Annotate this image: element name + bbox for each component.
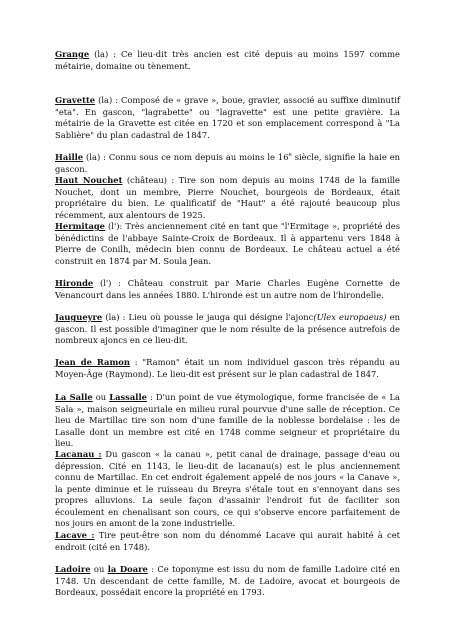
entry-text: (château) : Tire son nom depuis au moins 1748 de la famille Nouchet, dont un membre, Pierre Nouchet, bourgeois de Bordeaux, était propriétaire du bien. Le qualificatif de "Haut" a été rajouté beaucoup plus récemment, aux alentours de 1925. <box>55 175 400 220</box>
entry-grange <box>55 49 400 72</box>
entry-connector: ou <box>90 564 108 574</box>
entry-text: : "Ramon" était un nom individuel gascon très répandu au Moyen-Âge (Raymond). Le lieu-dit est présent sur le plan cadastral de 1847. <box>55 357 400 379</box>
entry-lacave <box>55 530 400 553</box>
entry-term: Lacave : <box>55 530 95 540</box>
entry-term: Lacanau : <box>55 449 102 459</box>
entry-term: Gravette <box>55 95 96 105</box>
entry-la-salle <box>55 392 400 450</box>
entry-term: Jaugueyre <box>55 312 103 322</box>
entry-term: Ladoire <box>55 564 91 574</box>
entry-text: (la) : Lieu où pousse le jauga qui désigne l'ajonc <box>102 312 314 322</box>
entry-connector: ou <box>92 392 110 402</box>
entry-term-alt: la Doare <box>107 564 148 574</box>
entry-term: Hermitage <box>55 221 105 231</box>
entry-haut-nouchet <box>55 175 400 221</box>
entry-lacanau <box>55 449 400 530</box>
entry-text: Du gascon « la canau », petit canal de drainage, passage d'eau ou dépression. Cité en 1143, le lieu-dit de lacanau(s) est le plus anciennement connu de Martillac. En cet endroit également appelé de nos jours « la Canave », la pente diminue et le ruisseau du Breyra s'étale tout en s'ennoyant dans ses propres alluvions. La seule façon d'assainir l'endroit fut de faciliter son écoulement en chenalisant son cours, ce qui s'observe encore parfaitement de nos jours en amont de la zone industrielle. <box>55 449 400 528</box>
entry-text: : D'un point de vue étymologique, forme francisée de « La Sala », maison seigneuriale en milieu rural pourvue d'une salle de réception. Ce lieu de Martillac tire son nom d'une famille de la noblesse bordelaise : les de Lasalle dont un membre est cité en 1748 comme seigneur et propriétaire du lieu. <box>55 392 400 448</box>
entry-jean-de-ramon <box>55 357 400 380</box>
entry-term: La Salle <box>55 392 93 402</box>
entry-hironde <box>55 278 400 301</box>
entry-term: Haut Nouchet <box>55 175 123 185</box>
entry-text: Tire peut-être son nom du dénommé Lacave qui aurait habité à cet endroit (cité en 1748). <box>55 530 400 552</box>
entry-hermitage <box>55 221 400 267</box>
entry-ladoire <box>55 564 400 599</box>
latin-name: (Ulex europaeus) <box>313 312 387 322</box>
entry-text: (l'): Très anciennement cité en tant que "l'Ermitage », propriété des bénédictins de l'abbaye Sainte-Croix de Bordeaux. Il à appartenu vers 1848 à Pierre de Conilh, médecin bien connu de Bordeaux. Le château actuel a été construit en 1874 par M. Soula Jean. <box>55 221 400 266</box>
superscript-e: e <box>288 152 292 159</box>
entry-term: Hironde <box>55 278 94 288</box>
entry-term-alt: Lassalle <box>109 392 147 402</box>
entry-term: Haille <box>55 152 84 162</box>
entry-text: (la) : Connu sous ce nom depuis au moins le 16 <box>83 152 289 162</box>
entry-text: en gascon. Il est possible d'imaginer que le nom résulte de la présence autrefois de nombreux ajoncs en ce lieu-dit. <box>55 312 400 345</box>
entry-term: Grange <box>55 49 90 59</box>
entry-text: (l') : Château construit par Marie Charles Eugène Cornette de Venancourt dans les années 1880. L'hironde est un autre nom de l'hirondelle. <box>55 278 400 300</box>
entry-text: : Ce toponyme est issu du nom de famille Ladoire cité en 1748. Un descendant de cette famille, M. de Ladoire, avocat et bourgeois de Bordeaux, possédait encore la propriété en 1793. <box>55 564 400 597</box>
entry-haille <box>55 152 400 175</box>
entry-text: siècle, signifie la haie en gascon. <box>55 152 401 174</box>
entry-jaugueyre <box>55 312 400 347</box>
entry-gravette <box>55 95 400 141</box>
entry-text: (la) : Composé de « grave », boue, gravier, associé au suffixe diminutif "eta". En gascon, "lagrabette" ou "lagravette" est une petite gravière. La métairie de la Gravette est citée en 1720 et son emplacement correspond à "La Sablière" du plan cadastral de 1847. <box>55 95 400 140</box>
entry-text: (la) : Ce lieu-dit très ancien est cité depuis au moins 1597 comme métairie, domaine ou tènement. <box>55 49 400 71</box>
entry-term: Jean de Ramon <box>55 357 130 367</box>
